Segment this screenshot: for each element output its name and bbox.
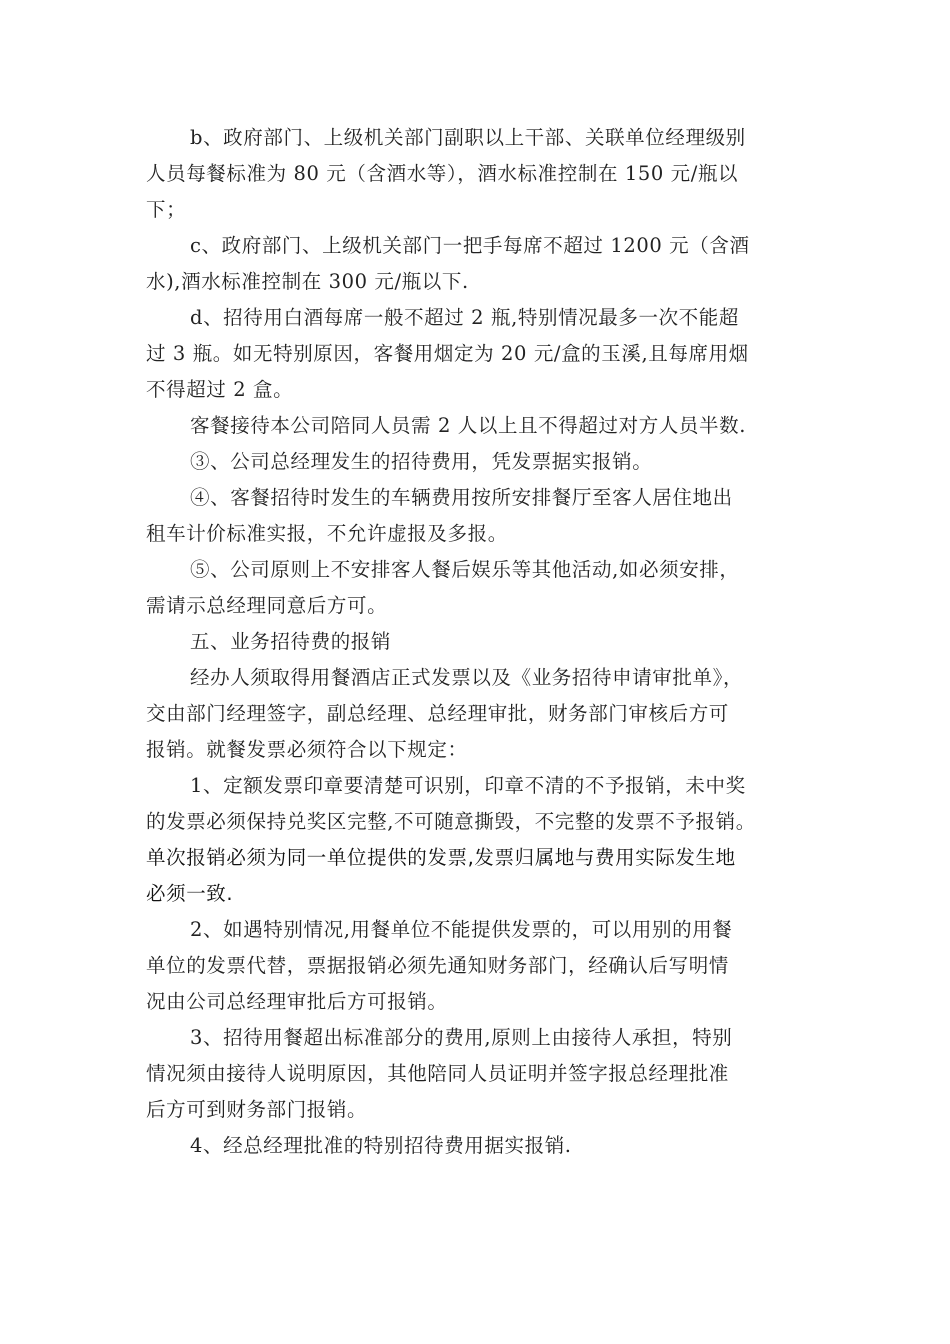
text-line: d、招待用白酒每席一般不超过 2 瓶,特别情况最多一次不能超 <box>190 306 739 329</box>
text-line: 情况须由接待人说明原因，其他陪同人员证明并签字报总经理批准 <box>146 1062 729 1085</box>
text-line: 水),酒水标准控制在 300 元/瓶以下. <box>146 270 469 293</box>
text-line: ④、客餐招待时发生的车辆费用按所安排餐厅至客人居住地出 <box>190 486 733 509</box>
section-heading: 五、业务招待费的报销 <box>190 630 392 653</box>
text-line: 交由部门经理签字，副总经理、总经理审批，财务部门审核后方可 <box>146 702 729 725</box>
text-line: 过 3 瓶。如无特别原因，客餐用烟定为 20 元/盒的玉溪,且每席用烟 <box>146 342 749 365</box>
text-line: 需请示总经理同意后方可。 <box>146 594 388 617</box>
text-line: 下； <box>146 198 187 221</box>
text-line: 单次报销必须为同一单位提供的发票,发票归属地与费用实际发生地 <box>146 846 736 869</box>
text-line: 必须一致. <box>146 882 234 905</box>
text-line: 4、经总经理批准的特别招待费用据实报销. <box>190 1134 572 1157</box>
text-line: 1、定额发票印章要清楚可识别，印章不清的不予报销，未中奖 <box>190 774 746 797</box>
text-line: 客餐接待本公司陪同人员需 2 人以上且不得超过对方人员半数. <box>190 414 747 437</box>
text-line: 后方可到财务部门报销。 <box>146 1098 368 1121</box>
text-line: c、政府部门、上级机关部门一把手每席不超过 1200 元（含酒 <box>190 234 750 257</box>
text-line: 报销。就餐发票必须符合以下规定： <box>146 738 468 761</box>
text-line: 人员每餐标准为 80 元（含酒水等），酒水标准控制在 150 元/瓶以 <box>146 162 739 185</box>
text-line: ⑤、公司原则上不安排客人餐后娱乐等其他活动,如必须安排， <box>190 558 740 581</box>
text-line: 不得超过 2 盒。 <box>146 378 294 401</box>
text-line: 3、招待用餐超出标准部分的费用,原则上由接待人承担，特别 <box>190 1026 733 1049</box>
text-line: 的发票必须保持兑奖区完整,不可随意撕毁，不完整的发票不予报销。 <box>146 810 756 833</box>
text-line: 租车计价标准实报，不允许虚报及多报。 <box>146 522 508 545</box>
text-line: 单位的发票代替，票据报销必须先通知财务部门，经确认后写明情 <box>146 954 729 977</box>
text-line: 2、如遇特别情况,用餐单位不能提供发票的，可以用别的用餐 <box>190 918 733 941</box>
text-line: 况由公司总经理审批后方可报销。 <box>146 990 448 1013</box>
text-line: 经办人须取得用餐酒店正式发票以及《业务招待申请审批单》， <box>190 666 744 689</box>
text-line: ③、公司总经理发生的招待费用，凭发票据实报销。 <box>190 450 653 473</box>
text-line: b、政府部门、上级机关部门副职以上干部、关联单位经理级别 <box>190 126 746 149</box>
